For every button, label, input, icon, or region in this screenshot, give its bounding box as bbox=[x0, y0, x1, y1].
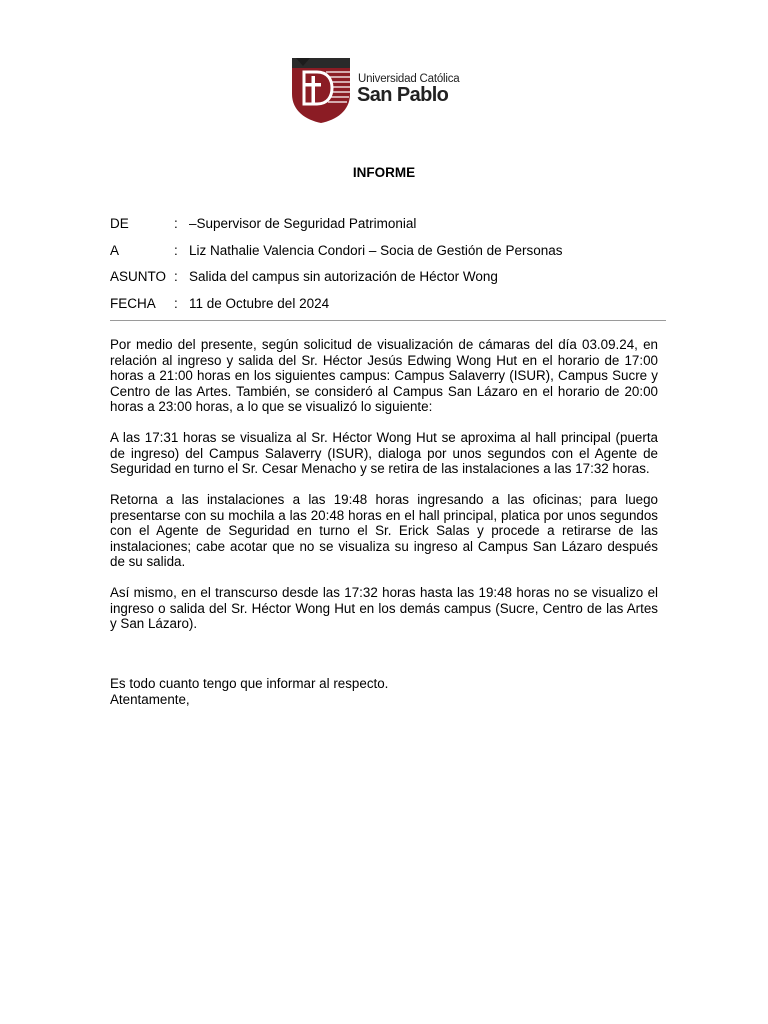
closing-block bbox=[110, 676, 388, 707]
header-divider bbox=[110, 320, 666, 321]
header-label: ASUNTO bbox=[110, 269, 167, 284]
header-value: Liz Nathalie Valencia Condori – Socia de Gestión de Personas bbox=[189, 243, 563, 258]
document-title: INFORME bbox=[352, 165, 416, 180]
body-paragraph: Así mismo, en el transcurso desde las 17:32 horas hasta las 19:48 horas no se visualizo el ingreso o salida del Sr. Héctor Wong Hut en los demás campus (Sucre, Centro de las Artes y San Lázaro). bbox=[110, 585, 658, 631]
report-body bbox=[110, 337, 658, 647]
university-crest-icon bbox=[290, 56, 352, 124]
logo-text-top: Universidad Católica bbox=[358, 73, 460, 85]
header-colon: : bbox=[174, 216, 178, 231]
body-paragraph: A las 17:31 horas se visualiza al Sr. Héctor Wong Hut se aproxima al hall principal (puerta de ingreso) del Campus Salaverry (ISUR), dialoga por unos segundos con el Agente de Seguridad en turno el Sr. Cesar Menacho y se retira de las instalaciones a las 17:32 horas. bbox=[110, 430, 658, 476]
header-label: FECHA bbox=[110, 296, 156, 311]
header-value: Salida del campus sin autorización de Héctor Wong bbox=[189, 269, 498, 284]
logo-text-bottom: San Pablo bbox=[357, 84, 449, 106]
header-colon: : bbox=[174, 296, 178, 311]
sign-off: Atentamente, bbox=[110, 691, 190, 707]
header-colon: : bbox=[174, 243, 178, 258]
header-label: A bbox=[110, 243, 120, 258]
header-colon: : bbox=[174, 269, 178, 284]
header-label: DE bbox=[110, 216, 129, 231]
header-value: 11 de Octubre del 2024 bbox=[189, 296, 330, 311]
closing-line: Es todo cuanto tengo que informar al respecto. bbox=[110, 676, 389, 691]
body-paragraph: Retorna a las instalaciones a las 19:48 horas ingresando a las oficinas; para luego presentarse con su mochila a las 20:48 horas en el hall principal, platica por unos segundos con el Agente de Seguridad en turno el Sr. Erick Salas y procede a retirarse de las instalaciones; cabe acotar que no se visualiza su ingreso al Campus San Lázaro después de su salida. bbox=[110, 492, 658, 569]
body-paragraph: Por medio del presente, según solicitud de visualización de cámaras del día 03.09.24, en relación al ingreso y salida del Sr. Héctor Jesús Edwing Wong Hut en el horario de 17:00 horas a 21:00 horas en los siguientes campus: Campus Salaverry (ISUR), Campus Sucre y Centro de las Artes. También, se consideró al Campus San Lázaro en el horario de 20:00 horas a 23:00 horas, a lo que se visualizó lo siguiente: bbox=[110, 337, 658, 414]
university-logo bbox=[290, 56, 480, 126]
header-value: –Supervisor de Seguridad Patrimonial bbox=[189, 216, 417, 231]
